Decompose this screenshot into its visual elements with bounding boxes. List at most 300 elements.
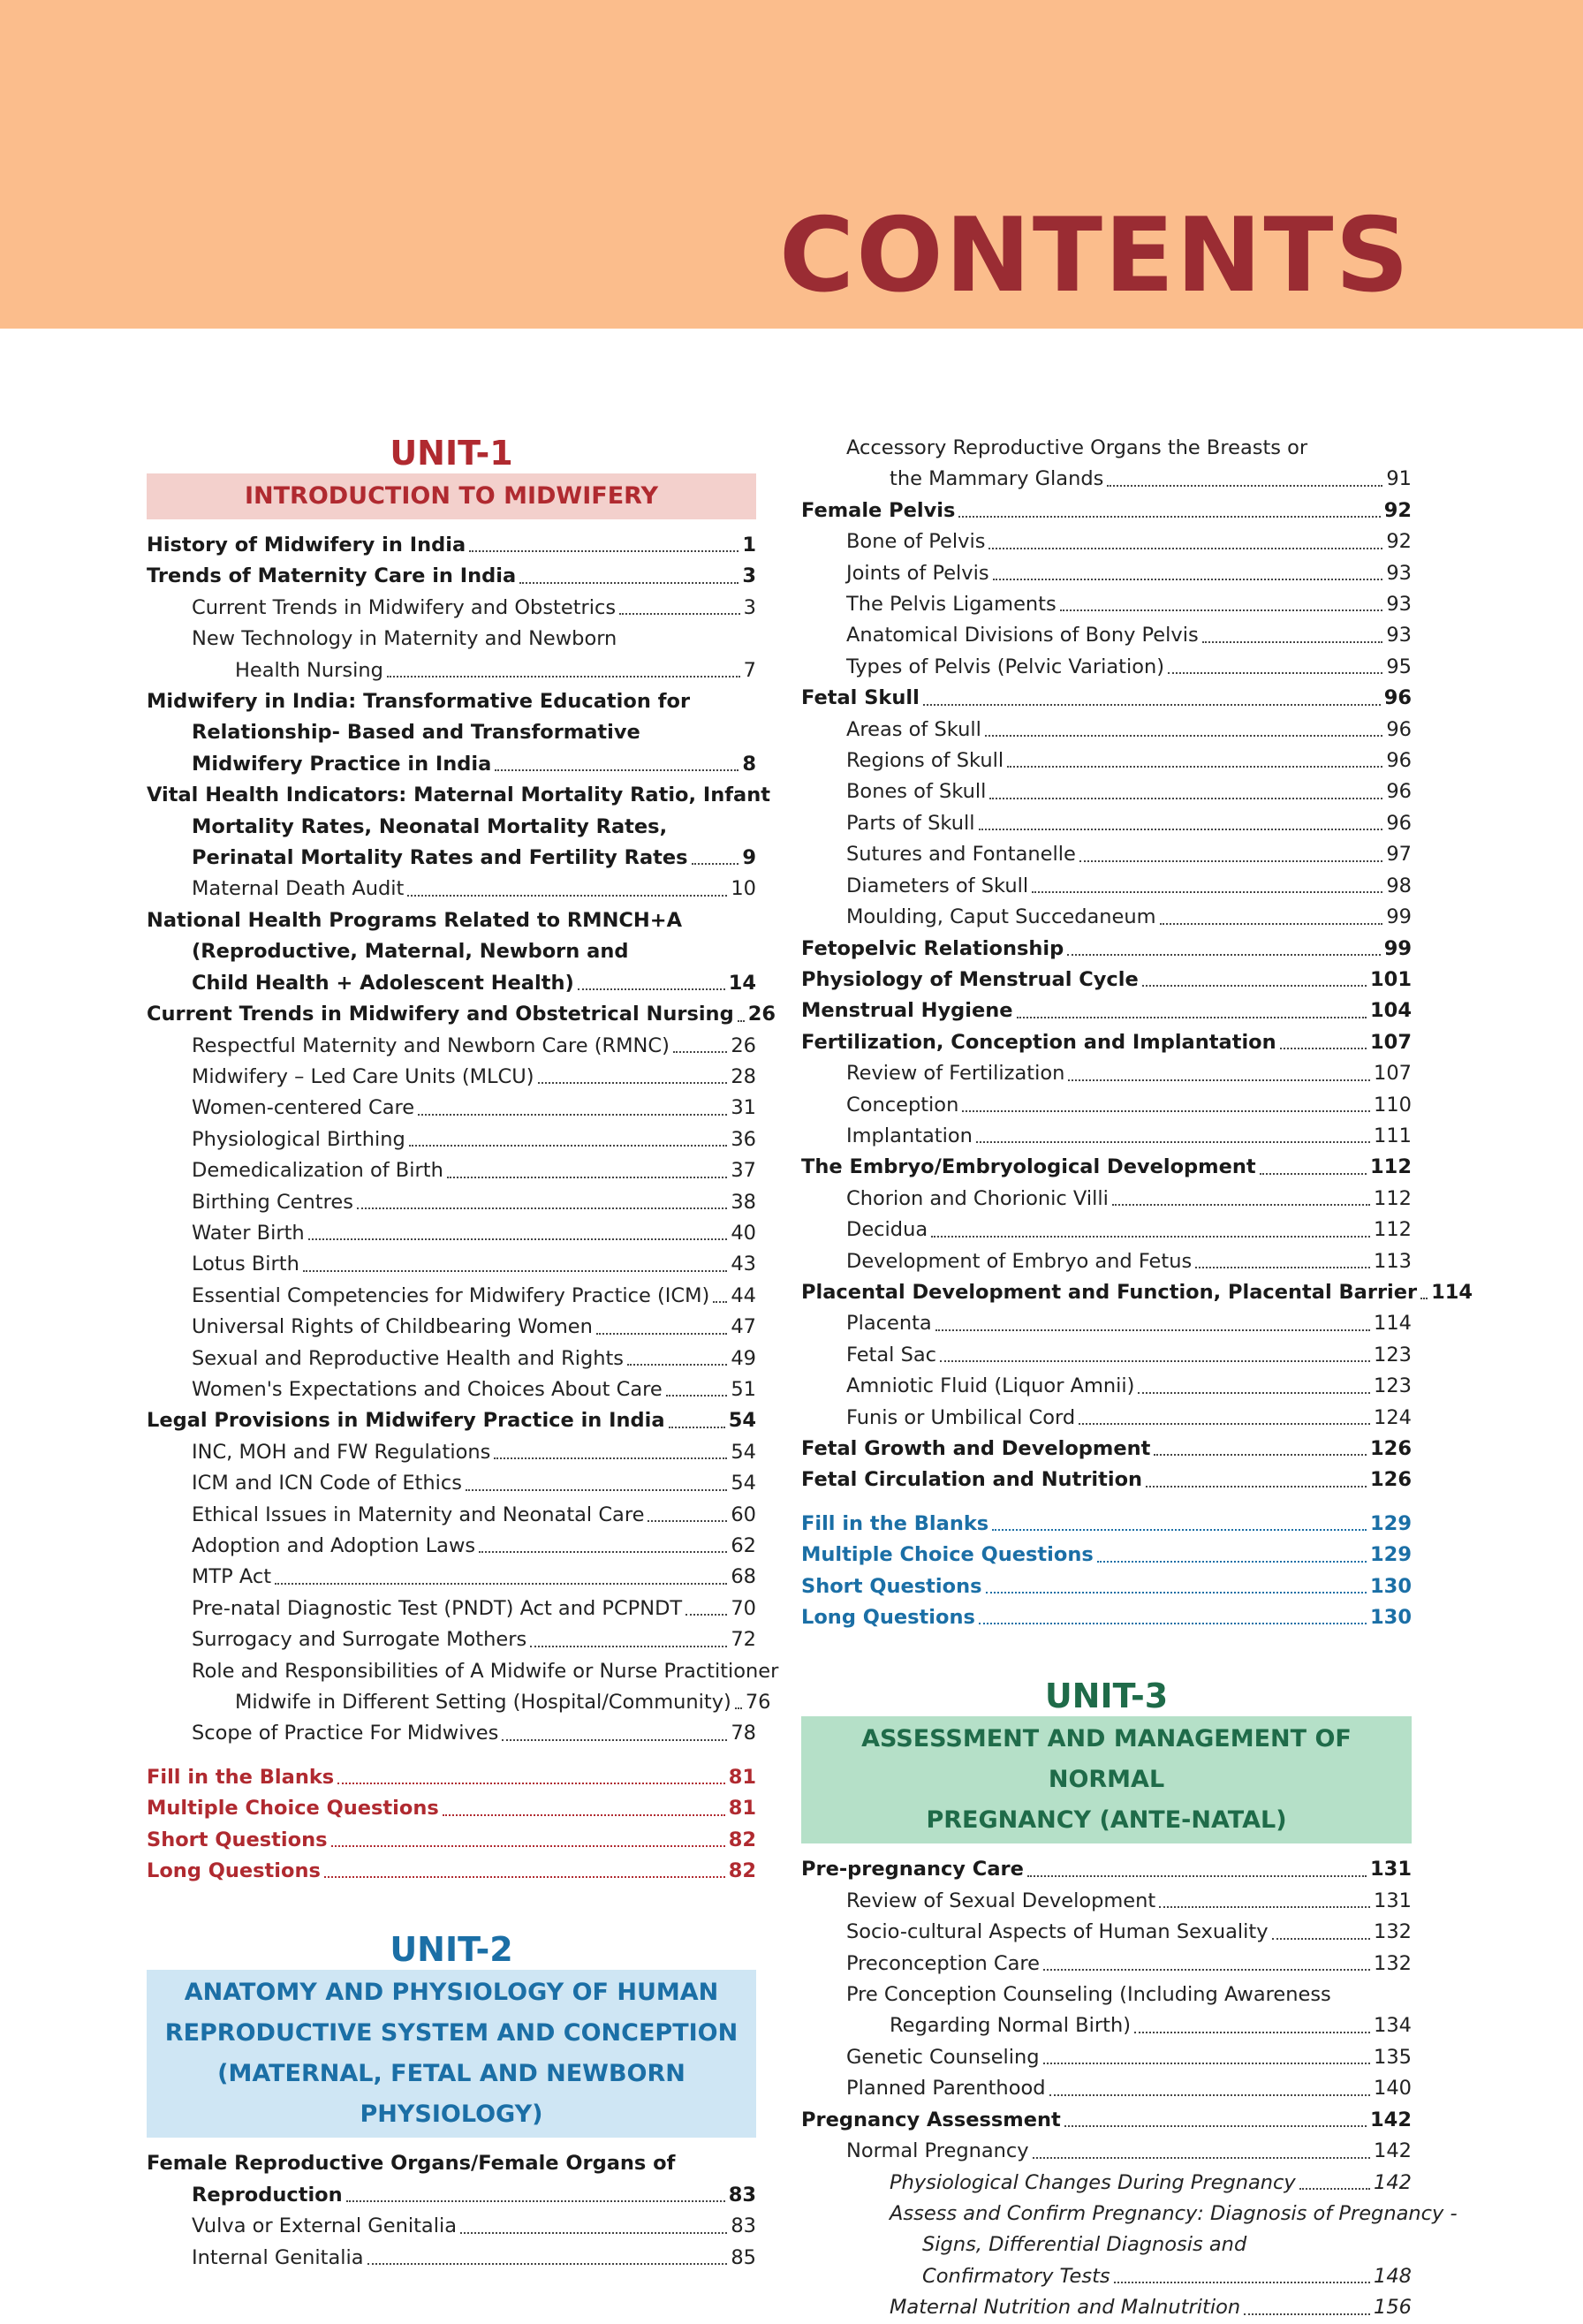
toc-entry xyxy=(801,496,1412,526)
dot-leader xyxy=(1299,2188,1370,2190)
entry-title: Regarding Normal Birth) xyxy=(890,2014,1131,2038)
dot-leader xyxy=(519,582,738,584)
page-number: 49 xyxy=(731,1346,756,1370)
toc-entry xyxy=(147,530,756,561)
toc-entry-line xyxy=(147,717,756,748)
dot-leader xyxy=(387,676,740,678)
toc-entry xyxy=(147,1793,756,1824)
page-number: 129 xyxy=(1370,1543,1412,1567)
entry-title: (Reproductive, Maternal, Newborn and xyxy=(192,940,629,964)
toc-entry xyxy=(147,1718,756,1749)
entry-title: Long Questions xyxy=(801,1606,975,1630)
page-number: 83 xyxy=(731,2214,756,2238)
header-banner xyxy=(0,0,1583,329)
toc-entry xyxy=(147,1624,756,1655)
dot-leader xyxy=(648,1520,727,1522)
dot-leader xyxy=(976,1141,1370,1143)
page-number: 82 xyxy=(728,1859,756,1883)
dot-leader xyxy=(1067,954,1380,956)
toc-entry xyxy=(147,1468,756,1499)
dot-leader xyxy=(962,1110,1370,1112)
entry-title: Conception xyxy=(846,1093,959,1117)
page-number: 43 xyxy=(731,1253,756,1276)
spacer xyxy=(801,1633,1412,1676)
entry-title: Fetal Sac xyxy=(846,1343,937,1366)
page-number: 96 xyxy=(1386,811,1412,835)
dot-leader xyxy=(1260,1173,1367,1175)
entry-title: Placental Development and Function, Placental Barrier xyxy=(801,1280,1418,1304)
toc-entry xyxy=(801,1371,1412,1402)
page-number: 97 xyxy=(1386,843,1412,867)
page-number: 142 xyxy=(1374,2139,1412,2163)
toc-entry xyxy=(801,526,1412,557)
toc-entry-line xyxy=(147,905,756,936)
entry-title: ICM and ICN Code of Ethics xyxy=(192,1472,462,1495)
dot-leader xyxy=(418,1114,727,1116)
entry-title: Demedicalization of Birth xyxy=(192,1159,443,1183)
toc-entry-line xyxy=(801,1980,1412,2010)
dot-leader xyxy=(619,613,740,615)
unit-title: UNIT-3 xyxy=(1044,1677,1169,1716)
page-number: 38 xyxy=(731,1190,756,1214)
dot-leader xyxy=(685,1614,727,1616)
toc-entry xyxy=(801,1308,1412,1339)
dot-leader xyxy=(466,1489,727,1491)
entry-title: Respectful Maternity and Newborn Care (RMNC) xyxy=(192,1033,670,1057)
page-number: 131 xyxy=(1374,1889,1412,1912)
toc-entry xyxy=(147,1374,756,1405)
page-number: 134 xyxy=(1374,2014,1412,2038)
entry-title: Short Questions xyxy=(801,1574,982,1598)
toc-entry xyxy=(801,589,1412,620)
toc-entry-line xyxy=(147,686,756,717)
dot-leader xyxy=(673,1051,727,1053)
dot-leader xyxy=(479,1551,727,1553)
entry-title: Fertilization, Conception and Implantation xyxy=(801,1030,1276,1054)
page-number: 113 xyxy=(1374,1249,1412,1273)
toc-entry xyxy=(801,652,1412,683)
page-number: 28 xyxy=(731,1064,756,1088)
toc-entry xyxy=(147,1531,756,1562)
entry-title: Normal Pregnancy xyxy=(846,2139,1029,2163)
toc-entry xyxy=(147,1593,756,1624)
toc-entry xyxy=(147,749,756,780)
toc-entry xyxy=(801,2261,1412,2292)
entry-title: Mortality Rates, Neonatal Mortality Rates, xyxy=(192,814,668,838)
page-number: 112 xyxy=(1374,1218,1412,1242)
dot-leader xyxy=(1154,1454,1367,1456)
toc-entry xyxy=(801,1434,1412,1465)
entry-title: Midwifery – Led Care Units (MLCU) xyxy=(192,1064,534,1088)
toc-entry xyxy=(801,1027,1412,1058)
page-number: 93 xyxy=(1386,561,1412,585)
entry-title: Vulva or External Genitalia xyxy=(192,2214,457,2238)
entry-title: Chorion and Chorionic Villi xyxy=(846,1186,1109,1210)
dot-leader xyxy=(1159,1906,1370,1908)
page-number: 47 xyxy=(731,1315,756,1339)
page-number: 54 xyxy=(728,1409,756,1433)
page-title: CONTENTS xyxy=(779,196,1411,315)
toc-entry xyxy=(801,1571,1412,1602)
entry-title: Relationship- Based and Transformative xyxy=(192,721,640,745)
toc-entry-line xyxy=(147,812,756,843)
dot-leader xyxy=(1272,1938,1370,1940)
toc-column-right xyxy=(801,433,1473,2324)
toc-entry xyxy=(147,968,756,999)
dot-leader xyxy=(407,895,727,897)
dot-leader xyxy=(367,2263,728,2265)
page-number: 9 xyxy=(742,846,756,870)
dot-leader xyxy=(495,769,738,771)
entry-title: Legal Provisions in Midwifery Practice in India xyxy=(147,1409,665,1433)
toc-entry xyxy=(147,1344,756,1374)
page-number: 14 xyxy=(728,971,756,995)
entry-title: Internal Genitalia xyxy=(192,2245,364,2269)
entry-title: Lotus Birth xyxy=(192,1253,299,1276)
entry-title: Pre Conception Counseling (Including Awareness xyxy=(846,1983,1331,2007)
toc-entry xyxy=(801,2292,1412,2323)
page-number: 54 xyxy=(731,1440,756,1464)
page-number: 111 xyxy=(1374,1124,1412,1147)
dot-leader xyxy=(1032,891,1382,893)
dot-leader xyxy=(1160,923,1383,925)
entry-title: Assess and Confirm Pregnancy: Diagnosis of Pregnancy - xyxy=(890,2201,1458,2225)
entry-title: Fill in the Blanks xyxy=(147,1765,335,1789)
page-number: 96 xyxy=(1386,780,1412,804)
page-number: 112 xyxy=(1374,1186,1412,1210)
dot-leader xyxy=(985,735,1382,737)
dot-leader xyxy=(1027,1875,1367,1877)
dot-leader xyxy=(530,1646,727,1647)
dot-leader xyxy=(931,1236,1370,1238)
page-number: 112 xyxy=(1370,1155,1412,1179)
entry-title: Reproduction xyxy=(192,2183,343,2207)
page-number: 7 xyxy=(743,658,756,682)
toc-entry xyxy=(801,1340,1412,1371)
entry-title: Essential Competencies for Midwifery Practice (ICM) xyxy=(192,1283,710,1307)
page-number: 99 xyxy=(1383,936,1412,960)
toc-entry xyxy=(147,1825,756,1856)
toc-entry xyxy=(147,1437,756,1468)
entry-title: Water Birth xyxy=(192,1221,305,1245)
toc-entry xyxy=(801,2073,1412,2104)
dot-leader xyxy=(935,1329,1370,1331)
entry-title: Physiological Birthing xyxy=(192,1127,405,1151)
page-number: 123 xyxy=(1374,1374,1412,1398)
dot-leader xyxy=(940,1360,1370,1362)
page-number: 110 xyxy=(1374,1093,1412,1117)
page-number: 37 xyxy=(731,1159,756,1183)
toc-entry xyxy=(801,1152,1412,1183)
toc-entry xyxy=(147,1856,756,1887)
entry-title: Funis or Umbilical Cord xyxy=(846,1405,1076,1429)
entry-title: Universal Rights of Childbearing Women xyxy=(192,1315,593,1339)
page-number: 92 xyxy=(1383,498,1412,522)
toc-entry xyxy=(801,995,1412,1026)
entry-title: Long Questions xyxy=(147,1859,321,1883)
entry-title: Fetal Growth and Development xyxy=(801,1437,1151,1460)
dot-leader xyxy=(1202,641,1383,643)
toc-entry xyxy=(147,1562,756,1593)
entry-title: Review of Fertilization xyxy=(846,1062,1065,1086)
dot-leader xyxy=(1079,860,1383,862)
dot-leader xyxy=(1142,985,1367,987)
entry-title: Joints of Pelvis xyxy=(846,561,989,585)
entry-title: Multiple Choice Questions xyxy=(801,1543,1094,1567)
unit-subtitle-line: ANATOMY AND PHYSIOLOGY OF HUMAN xyxy=(184,1979,719,2007)
toc-entry xyxy=(801,2010,1412,2041)
page-number: 44 xyxy=(731,1283,756,1307)
entry-title: Multiple Choice Questions xyxy=(147,1797,439,1821)
entry-title: Preconception Care xyxy=(846,1951,1041,1975)
toc-entry xyxy=(147,843,756,874)
dot-leader xyxy=(538,1082,728,1084)
toc-entry xyxy=(801,1090,1412,1121)
entry-title: Surrogacy and Surrogate Mothers xyxy=(192,1628,527,1652)
page-number: 60 xyxy=(731,1503,756,1526)
toc-entry xyxy=(801,839,1412,870)
toc-entry xyxy=(801,871,1412,902)
page-number: 126 xyxy=(1370,1437,1412,1460)
page-number: 31 xyxy=(731,1096,756,1120)
page-number: 99 xyxy=(1386,905,1412,929)
page-number: 124 xyxy=(1374,1405,1412,1429)
dot-leader xyxy=(1146,1486,1367,1488)
toc-entry xyxy=(147,1062,756,1093)
page-number: 26 xyxy=(731,1033,756,1057)
spacer xyxy=(147,1750,756,1762)
page-number: 107 xyxy=(1370,1030,1412,1054)
entry-title: Women's Expectations and Choices About Care xyxy=(192,1377,663,1401)
toc-entry xyxy=(147,874,756,905)
page-number: 72 xyxy=(731,1628,756,1652)
entry-title: MTP Act xyxy=(192,1565,272,1589)
toc-entry xyxy=(801,464,1412,495)
unit-subtitle-line: PREGNANCY (ANTE-NATAL) xyxy=(926,1806,1287,1835)
dot-leader xyxy=(460,2232,727,2234)
entry-title: Bone of Pelvis xyxy=(846,530,986,554)
entry-title: Child Health + Adolescent Health) xyxy=(192,971,574,995)
dot-leader xyxy=(357,1207,727,1209)
page-number: 83 xyxy=(728,2183,756,2207)
entry-title: Midwifery Practice in India xyxy=(192,752,492,776)
entry-title: Parts of Skull xyxy=(846,811,975,835)
page-number: 81 xyxy=(728,1797,756,1821)
entry-title: Ethical Issues in Maternity and Neonatal Care xyxy=(192,1503,645,1526)
entry-title: Decidua xyxy=(846,1218,928,1242)
dot-leader xyxy=(596,1333,728,1335)
entry-title: Fetal Circulation and Nutrition xyxy=(801,1468,1143,1492)
entry-title: National Health Programs Related to RMNCH+A xyxy=(147,908,683,932)
entry-title: Adoption and Adoption Laws xyxy=(192,1534,476,1557)
toc-entry xyxy=(147,1312,756,1343)
dot-leader xyxy=(986,1592,1367,1593)
entry-title: Accessory Reproductive Organs the Breasts or xyxy=(846,436,1308,459)
dot-leader xyxy=(692,863,739,865)
toc-entry xyxy=(147,1031,756,1062)
entry-title: Implantation xyxy=(846,1124,973,1147)
page-number: 36 xyxy=(731,1127,756,1151)
page-number: 40 xyxy=(731,1221,756,1245)
dot-leader xyxy=(1064,2125,1367,2127)
entry-title: Diameters of Skull xyxy=(846,874,1029,897)
unit-subtitle-box xyxy=(801,1716,1412,1843)
page-number: 132 xyxy=(1374,1920,1412,1944)
entry-title: Scope of Practice For Midwives xyxy=(192,1722,499,1745)
spacer xyxy=(147,1887,756,1929)
toc-entry-line xyxy=(147,1656,779,1687)
entry-title: Midwifery in India: Transformative Education for xyxy=(147,690,691,714)
entry-title: Vital Health Indicators: Maternal Mortality Ratio, Infant xyxy=(147,783,771,807)
entry-title: Review of Sexual Development xyxy=(846,1889,1156,1912)
toc-entry xyxy=(801,808,1412,839)
toc-entry xyxy=(801,2042,1412,2073)
entry-title: Areas of Skull xyxy=(846,717,981,741)
toc-entry xyxy=(147,999,776,1030)
entry-title: the Mammary Glands xyxy=(890,467,1104,491)
dot-leader xyxy=(1043,2063,1370,2064)
entry-title: Physiology of Menstrual Cycle xyxy=(801,967,1139,991)
toc-entry xyxy=(801,1949,1412,1980)
dot-leader xyxy=(1107,485,1382,487)
dot-leader xyxy=(303,1270,727,1272)
page-number: 96 xyxy=(1383,686,1412,710)
unit-title: UNIT-2 xyxy=(390,1930,513,1970)
entry-title: Socio-cultural Aspects of Human Sexuality xyxy=(846,1920,1269,1944)
entry-title: Anatomical Divisions of Bony Pelvis xyxy=(846,624,1199,647)
page-number: 95 xyxy=(1386,655,1412,678)
toc-entry-line xyxy=(801,433,1412,464)
toc-entry xyxy=(147,1249,756,1280)
entry-title: Confirmatory Tests xyxy=(922,2264,1110,2288)
toc-entry xyxy=(801,1509,1412,1540)
page-number: 129 xyxy=(1370,1511,1412,1535)
entry-title: Health Nursing xyxy=(235,658,383,682)
dot-leader xyxy=(1068,1079,1370,1081)
entry-title: Bones of Skull xyxy=(846,780,987,804)
page-number: 51 xyxy=(731,1377,756,1401)
dot-leader xyxy=(1060,609,1383,611)
dot-leader xyxy=(578,988,725,990)
page-number: 131 xyxy=(1370,1858,1412,1881)
page-number: 104 xyxy=(1370,999,1412,1023)
unit-subtitle-box xyxy=(147,473,756,519)
toc-entry xyxy=(147,2211,756,2242)
dot-leader xyxy=(324,1876,725,1878)
toc-entry xyxy=(801,1403,1412,1434)
unit-heading xyxy=(147,1929,756,2138)
toc-entry xyxy=(147,593,756,624)
page-number: 82 xyxy=(728,1828,756,1851)
dot-leader xyxy=(923,704,1381,706)
page-number: 101 xyxy=(1370,967,1412,991)
dot-leader xyxy=(469,550,738,552)
dot-leader xyxy=(447,1177,728,1178)
page-number: 135 xyxy=(1374,2045,1412,2069)
entry-title: Types of Pelvis (Pelvic Variation) xyxy=(846,655,1165,678)
toc-entry xyxy=(801,1465,1412,1495)
entry-title: Birthing Centres xyxy=(192,1190,353,1214)
dot-leader xyxy=(1244,2313,1370,2315)
page-number: 8 xyxy=(742,752,756,776)
page-number: 114 xyxy=(1431,1280,1473,1304)
page-number: 142 xyxy=(1370,2108,1412,2131)
toc-entry xyxy=(801,2105,1412,2136)
toc-entry xyxy=(801,1917,1412,1948)
toc-entry xyxy=(801,683,1412,714)
entry-title: Fetal Skull xyxy=(801,686,920,710)
dot-leader xyxy=(1033,2157,1370,2159)
entry-title: Short Questions xyxy=(147,1828,328,1851)
toc-entry xyxy=(147,561,756,592)
dot-leader xyxy=(1138,1392,1370,1394)
toc-entry xyxy=(147,1155,756,1186)
entry-title: History of Midwifery in India xyxy=(147,534,466,556)
dot-leader xyxy=(1097,1561,1367,1563)
toc-entry xyxy=(801,1215,1412,1245)
entry-title: Development of Embryo and Fetus xyxy=(846,1249,1193,1273)
entry-title: Placenta xyxy=(846,1312,932,1336)
spacer xyxy=(801,1496,1412,1509)
toc-entry xyxy=(801,1540,1412,1571)
entry-title: Physiological Changes During Pregnancy xyxy=(890,2170,1296,2194)
entry-title: Female Pelvis xyxy=(801,498,956,522)
dot-leader xyxy=(1195,1267,1370,1268)
toc-entry xyxy=(147,1187,756,1218)
entry-title: Amniotic Fluid (Liquor Amnii) xyxy=(846,1374,1135,1398)
page-number: 76 xyxy=(745,1691,771,1715)
toc-entry xyxy=(147,1124,756,1155)
dot-leader xyxy=(666,1395,728,1397)
entry-title: Regions of Skull xyxy=(846,749,1004,773)
toc-entry xyxy=(801,620,1412,651)
toc-entry xyxy=(801,2168,1412,2199)
page-number: 70 xyxy=(731,1596,756,1620)
toc-entry xyxy=(147,1500,756,1531)
page-number: 142 xyxy=(1374,2170,1412,2194)
toc-entry-line xyxy=(147,624,756,655)
dot-leader xyxy=(337,1783,724,1784)
dot-leader xyxy=(979,829,1383,830)
toc-entry xyxy=(801,746,1412,776)
dot-leader xyxy=(1420,1298,1428,1299)
page-number: 130 xyxy=(1370,1606,1412,1630)
dot-leader xyxy=(1049,2094,1371,2096)
toc-entry-line xyxy=(147,2148,756,2179)
entry-title: Menstrual Hygiene xyxy=(801,999,1013,1023)
toc-entry xyxy=(147,655,756,686)
dot-leader xyxy=(1134,2032,1370,2033)
unit-subtitle-line: REPRODUCTIVE SYSTEM AND CONCEPTION xyxy=(164,2019,738,2048)
dot-leader xyxy=(958,516,1380,518)
entry-title: Pre-natal Diagnostic Test (PNDT) Act and PCPNDT xyxy=(192,1596,683,1620)
page-number: 3 xyxy=(743,595,756,619)
entry-title: Maternal Death Audit xyxy=(192,877,405,901)
dot-leader xyxy=(494,1457,727,1459)
unit-subtitle-line: (MATERNAL, FETAL AND NEWBORN PHYSIOLOGY) xyxy=(217,2060,685,2129)
toc-entry-line xyxy=(801,2229,1412,2260)
entry-title: Trends of Maternity Care in India xyxy=(147,564,517,588)
toc-column-left xyxy=(147,433,779,2274)
entry-title: Genetic Counseling xyxy=(846,2045,1040,2069)
entry-title: INC, MOH and FW Regulations xyxy=(192,1440,491,1464)
toc-entry xyxy=(801,902,1412,933)
dot-leader xyxy=(988,548,1382,549)
entry-title: The Embryo/Embryological Development xyxy=(801,1155,1256,1179)
toc-entry xyxy=(147,1093,756,1124)
page-number: 85 xyxy=(731,2245,756,2269)
page-number: 156 xyxy=(1374,2296,1412,2320)
